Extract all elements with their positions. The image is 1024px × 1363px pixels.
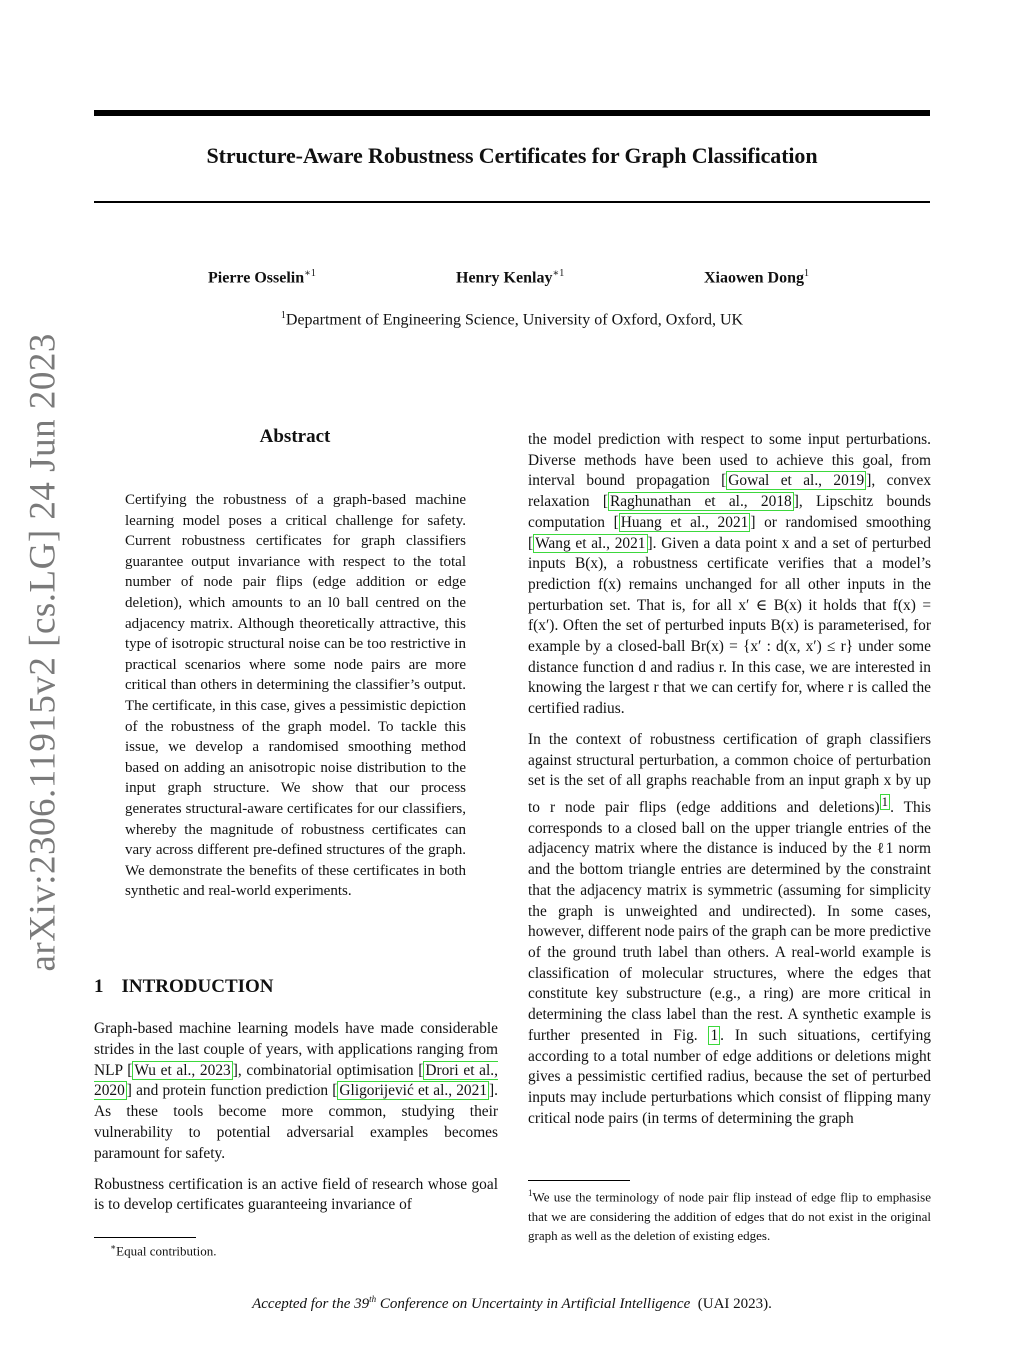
figure-link[interactable]: 1 [710,1026,719,1044]
footnote-right: $^1$We use the terminology of node pair flip instead of edge flip to emphasise that we are considering the addition of edges that do not exist in the original graph as well as the deletion of existing edges. [528,1188,931,1244]
top-rule [94,110,930,116]
left-column [94,1019,498,1226]
citation-link[interactable]: Raghunathan et al., 2018 [609,493,792,511]
abstract-body: Certifying the robustness of a graph-based machine learning model poses a critical challenge for safety. Current robustness certificates for graph classifiers guarantee output invariance with respect to the total number of node pair flips (edge addition or edge deletion), which amounts to an l0 ball centred on the adjacency matrix. Although theoretically attractive, this type of isotropic structural noise can be too restrictive in practical scenarios where some node pairs are more critical than others in determining the classifier’s output. The certificate, in this case, gives a pessimistic depiction of the robustness of the graph model. To tackle this issue, we develop a randomised smoothing method based on adding an anisotropic noise distribution to the input graph structure. We show that our process generates structural-aware certificates for our classifiers, whereby the magnitude of robustness certificates can vary across different pre-defined structures of the graph. We demonstrate the benefits of these certificates in both synthetic and real-world experiments. [125,492,466,900]
page-footer: Accepted for the 39th Conference on Uncertainty in Artificial Intelligence (UAI 2023). [252,1294,772,1312]
footnote-rule-right [528,1180,630,1181]
citation-link[interactable]: Gligorijević et al., 2021 [339,1082,488,1100]
citation-link[interactable]: Wu et al., 2023 [134,1061,231,1079]
footnote-left: ∗Equal contribution. [110,1242,217,1259]
author-3: Xiaowen Dong$^1$ [704,268,810,287]
author-1: Pierre Osselin$^{∗1}$ [208,268,316,287]
citation-link[interactable]: Drori et al., 2020 [94,1061,498,1100]
intro-paragraph-1: Graph-based machine learning models have made considerable strides in the last couple of years, with applications ranging from NLP [ Wu et al., 2023 ], combinatorial optimisation [ Drori et al., 2020 ] and protein function prediction [ Gligorijević et al., 2021 ]. As these tools become more common, studying their vulnerability to potential adversarial examples becomes paramount for safety. [94,1020,498,1162]
right-paragraph-1: the model prediction with respect to some input perturbations. Diverse methods have been used to achieve this goal, from interval bound propagation [ Gowal et al., 2019 ], convex relaxation [ Raghunathan et al., 2018 ], Lipschitz bounds computation [ Huang et al., 2021 ] or randomised smoothing [ Wang et al., 2021 ]. Given a data point x and a set of perturbed inputs B(x), a robustness certificate verifies that a model’s prediction f(x) remains unchanged for all other inputs in the perturbation set. That is, for all x′ ∈ B(x) it holds that f(x) = f(x′). Often the set of perturbed inputs B(x) is parameterised, for example by a closed-ball Br(x) = {x′ : d(x, x′) ≤ r} under some distance function d and radius r. In this case, we are interested in knowing the largest r that we can certify for, where r is called the certified radius. [528,431,932,718]
citation-link[interactable]: Huang et al., 2021 [620,513,749,531]
right-column [528,430,931,1139]
footnote-link[interactable]: 1 [881,794,889,809]
citation-link[interactable]: Gowal et al., 2019 [728,472,865,490]
author-2: Henry Kenlay$^{∗1}$ [456,268,565,287]
title-rule [94,201,930,203]
arxiv-stamp: arXiv:2306.11915v2 [cs.LG] 24 Jun 2023 [22,333,64,972]
section-heading: 1 INTRODUCTION [94,976,274,997]
paper-title: Structure-Aware Robustness Certificates for Graph Classification [206,143,818,168]
citation-link[interactable]: Wang et al., 2021 [535,534,646,552]
abstract-heading: Abstract [259,426,331,447]
right-paragraph-2: In the context of robustness certification of graph classifiers against structural perturbation, a common choice of perturbation set is the set of all graphs reachable from an input graph x by up to r node pair flips (edge additions and deletions) $^1$ . This corresponds to a closed ball on the upper triangle entries of the adjacency matrix where the distance is induced by the ℓ1 norm and the bottom triangle entries are determined by the constraint that the adjacency matrix is symmetric (assuming for simplicity the graph is unweighted and undirected). In some cases, however, different node pairs of the graph can be more predictive of the ground truth label than others. A real-world example is classification of molecular structures, where the edges that constitute key substructure (e.g., a ring) are more critical in determining the class label than the rest. A synthetic example is further presented in Fig. 1 . In such situations, certifying according to a total number of edge additions or deletions might gives a pessimistic certified radius, because the set of perturbed inputs may include perturbations which consist of flipping many critical node pairs (in terms of determining the graph [528,730,932,1127]
intro-paragraph-2: Robustness certification is an active field of research whose goal is to develop certificates guaranteeing invariance of [94,1175,498,1214]
affiliation: $^1$Department of Engineering Science, University of Oxford, Oxford, UK [280,310,744,329]
footnote-rule-left [94,1237,196,1238]
